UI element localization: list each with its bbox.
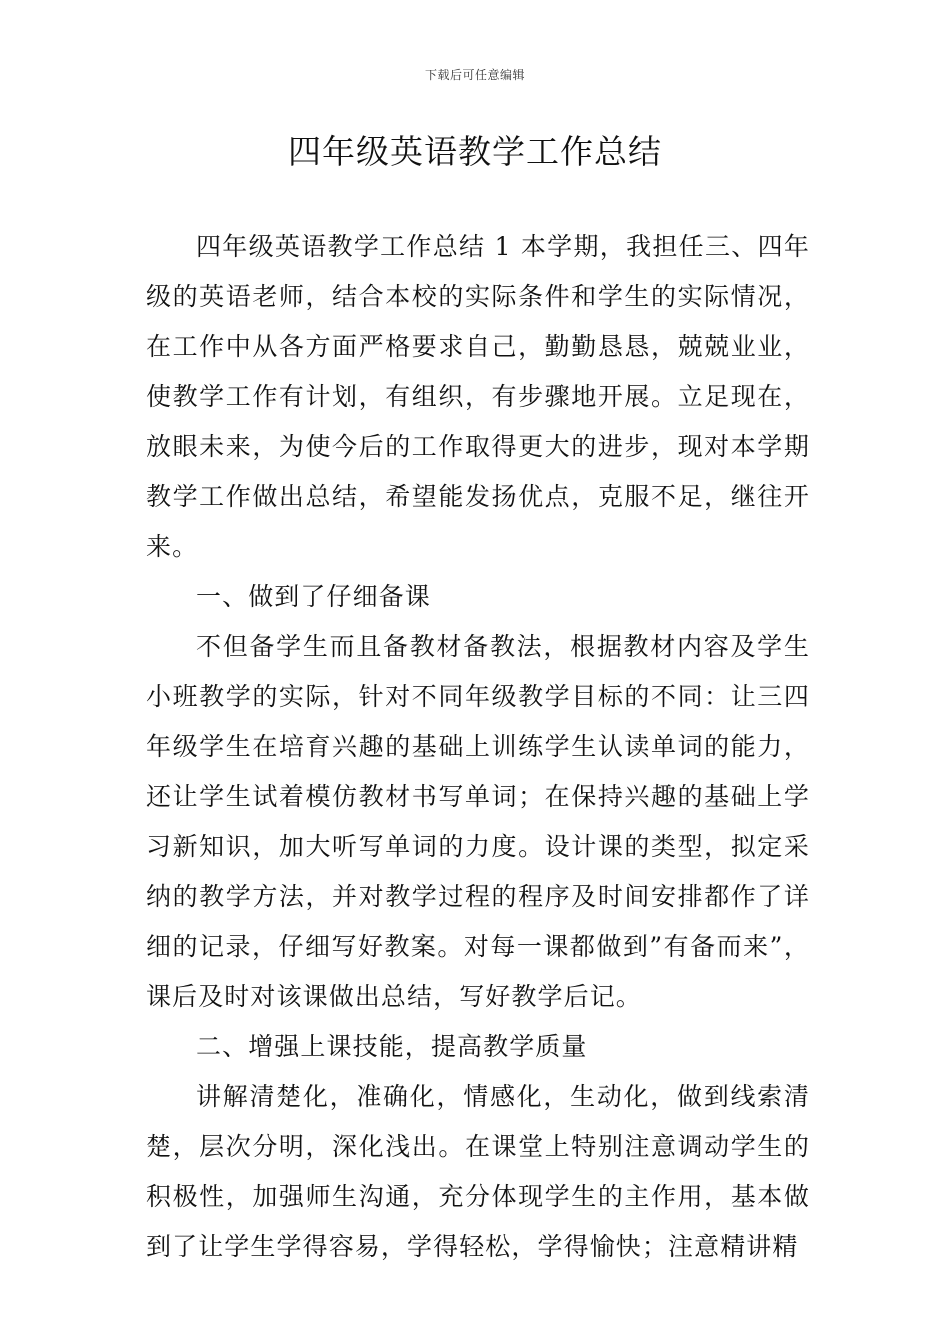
section-2-paragraph: 讲解清楚化，准确化，情感化，生动化，做到线索清楚，层次分明，深化浅出。在课堂上特别注意调动学生的积极性，加强师生沟通，充分体现学生的主作用，基本做到了让学生学得容易，学得轻松，学得愉快；注意精讲精 <box>146 1082 810 1261</box>
document-title: 四年级英语教学工作总结 <box>288 132 662 171</box>
section-heading-2: 二、增强上课技能，提高教学质量 <box>196 1032 588 1061</box>
document-body <box>146 222 810 1272</box>
header-note: 下载后可任意编辑 <box>424 68 525 82</box>
intro-paragraph: 四年级英语教学工作总结 1 本学期，我担任三、四年级的英语老师，结合本校的实际条件和学生的实际情况，在工作中从各方面严格要求自己，勤勤恳恳，兢兢业业，使教学工作有计划，有组织，有步骤地开展。立足现在，放眼未来，为使今后的工作取得更大的进步，现对本学期教学工作做出总结，希望能发扬优点，克服不足，继往开来。 <box>146 232 810 561</box>
section-heading-1: 一、做到了仔细备课 <box>196 582 431 611</box>
section-1-paragraph: 不但备学生而且备教材备教法，根据教材内容及学生小班教学的实际，针对不同年级教学目标的不同：让三四年级学生在培育兴趣的基础上训练学生认读单词的能力，还让学生试着模仿教材书写单词；在保持兴趣的基础上学习新知识，加大听写单词的力度。设计课的类型，拟定采纳的教学方法，并对教学过程的程序及时间安排都作了详细的记录，仔细写好教案。对每一课都做到”有备而来”，课后及时对该课做出总结，写好教学后记。 <box>146 632 810 1011</box>
